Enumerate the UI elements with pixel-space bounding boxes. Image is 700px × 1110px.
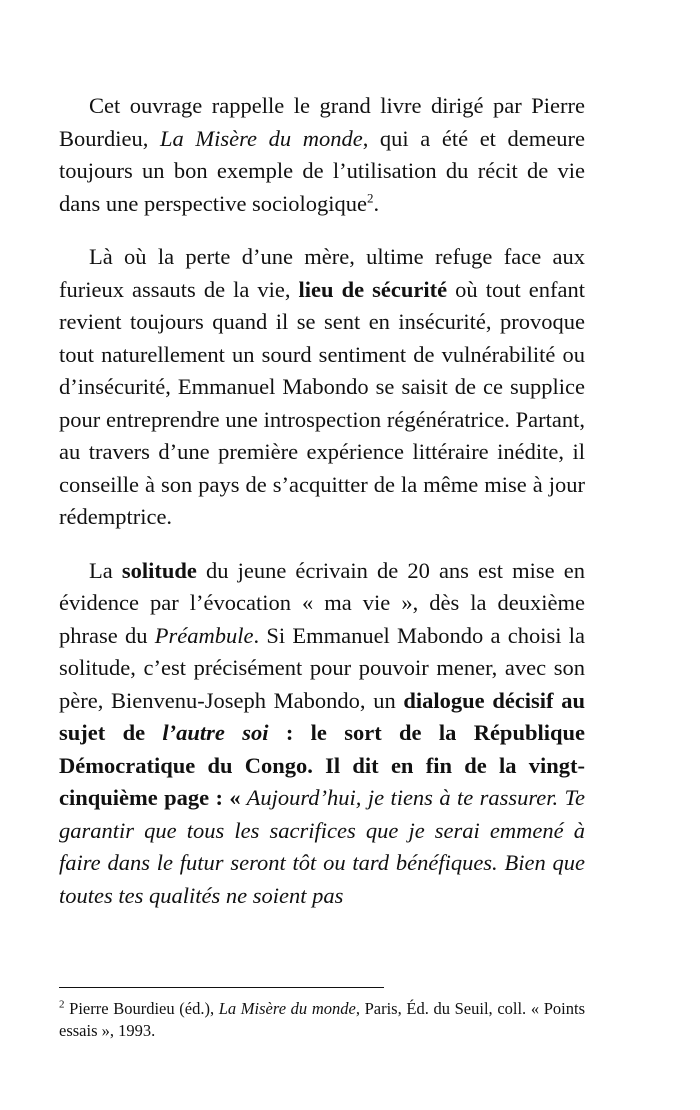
emphasis-bold: dialogue décisif au sujet de [59,687,585,745]
text-run: . Si Emmanuel Mabondo a choisi la solitude, c’est précisément pour pouvoir mener, avec son père, Bienvenu-Joseph Mabondo, un [59,622,585,713]
quotation-italic: Aujourd’hui, je tiens à te rassurer. Te garantir que tous les sacrifices que je serai emmené à faire dans le futur seront tôt ou tard bénéfiques. Bien que toutes tes qualités ne soient pas [59,785,585,908]
emphasis-bold: : le sort de la République Démocratique du Congo. Il dit en fin de la vingt-cinquième page : « [59,720,585,810]
text-run: La [89,557,122,583]
footnote-reference[interactable]: 2 [367,190,374,205]
text-run: Cet ouvrage rappelle le grand livre dirigé par Pierre Bourdieu, [59,93,585,151]
text-run: , Paris, Éd. du Seuil, coll. « Points essais », 1993. [59,999,585,1040]
text-run: du jeune écrivain de 20 ans est mise en évidence par l’évocation « ma vie », dès la deuxième phrase du [59,557,585,648]
text-run: Pierre Bourdieu (éd.), [64,999,219,1018]
footnote [59,998,585,1042]
book-title: La Misère du monde [159,125,363,151]
paragraph-2 [59,241,585,534]
paragraph-3 [59,555,585,913]
text-run: . [373,190,380,216]
footnote-separator [59,987,384,988]
footnote-number: 2 [59,998,65,1011]
page-body [59,90,585,912]
emphasis-italic: Préambule [154,622,254,648]
emphasis-bold: lieu de sécurité [298,276,448,302]
text-run: où tout enfant revient toujours quand il se sent en insécurité, provoque tout naturellement un sourd sentiment de vulnérabilité ou d’insécurité, Emmanuel Mabondo se saisit de ce supplice pour entreprendre une introspection régénératrice. Partant, au travers d’une première expérience littéraire inédite, il conseille à son pays de s’acquitter de la même mise à jour rédemptrice. [59,276,585,529]
book-title: La Misère du monde [218,999,356,1018]
text-run: , qui a été et demeure toujours un bon exemple de l’utilisation du récit de vie dans une perspective sociologique [59,125,585,216]
emphasis-bold-italic: l’autre soi [162,720,269,745]
paragraph-1 [59,90,585,220]
text-run: Là où la perte d’une mère, ultime refuge face aux furieux assauts de la vie, [59,244,585,302]
emphasis-bold: solitude [121,557,197,583]
